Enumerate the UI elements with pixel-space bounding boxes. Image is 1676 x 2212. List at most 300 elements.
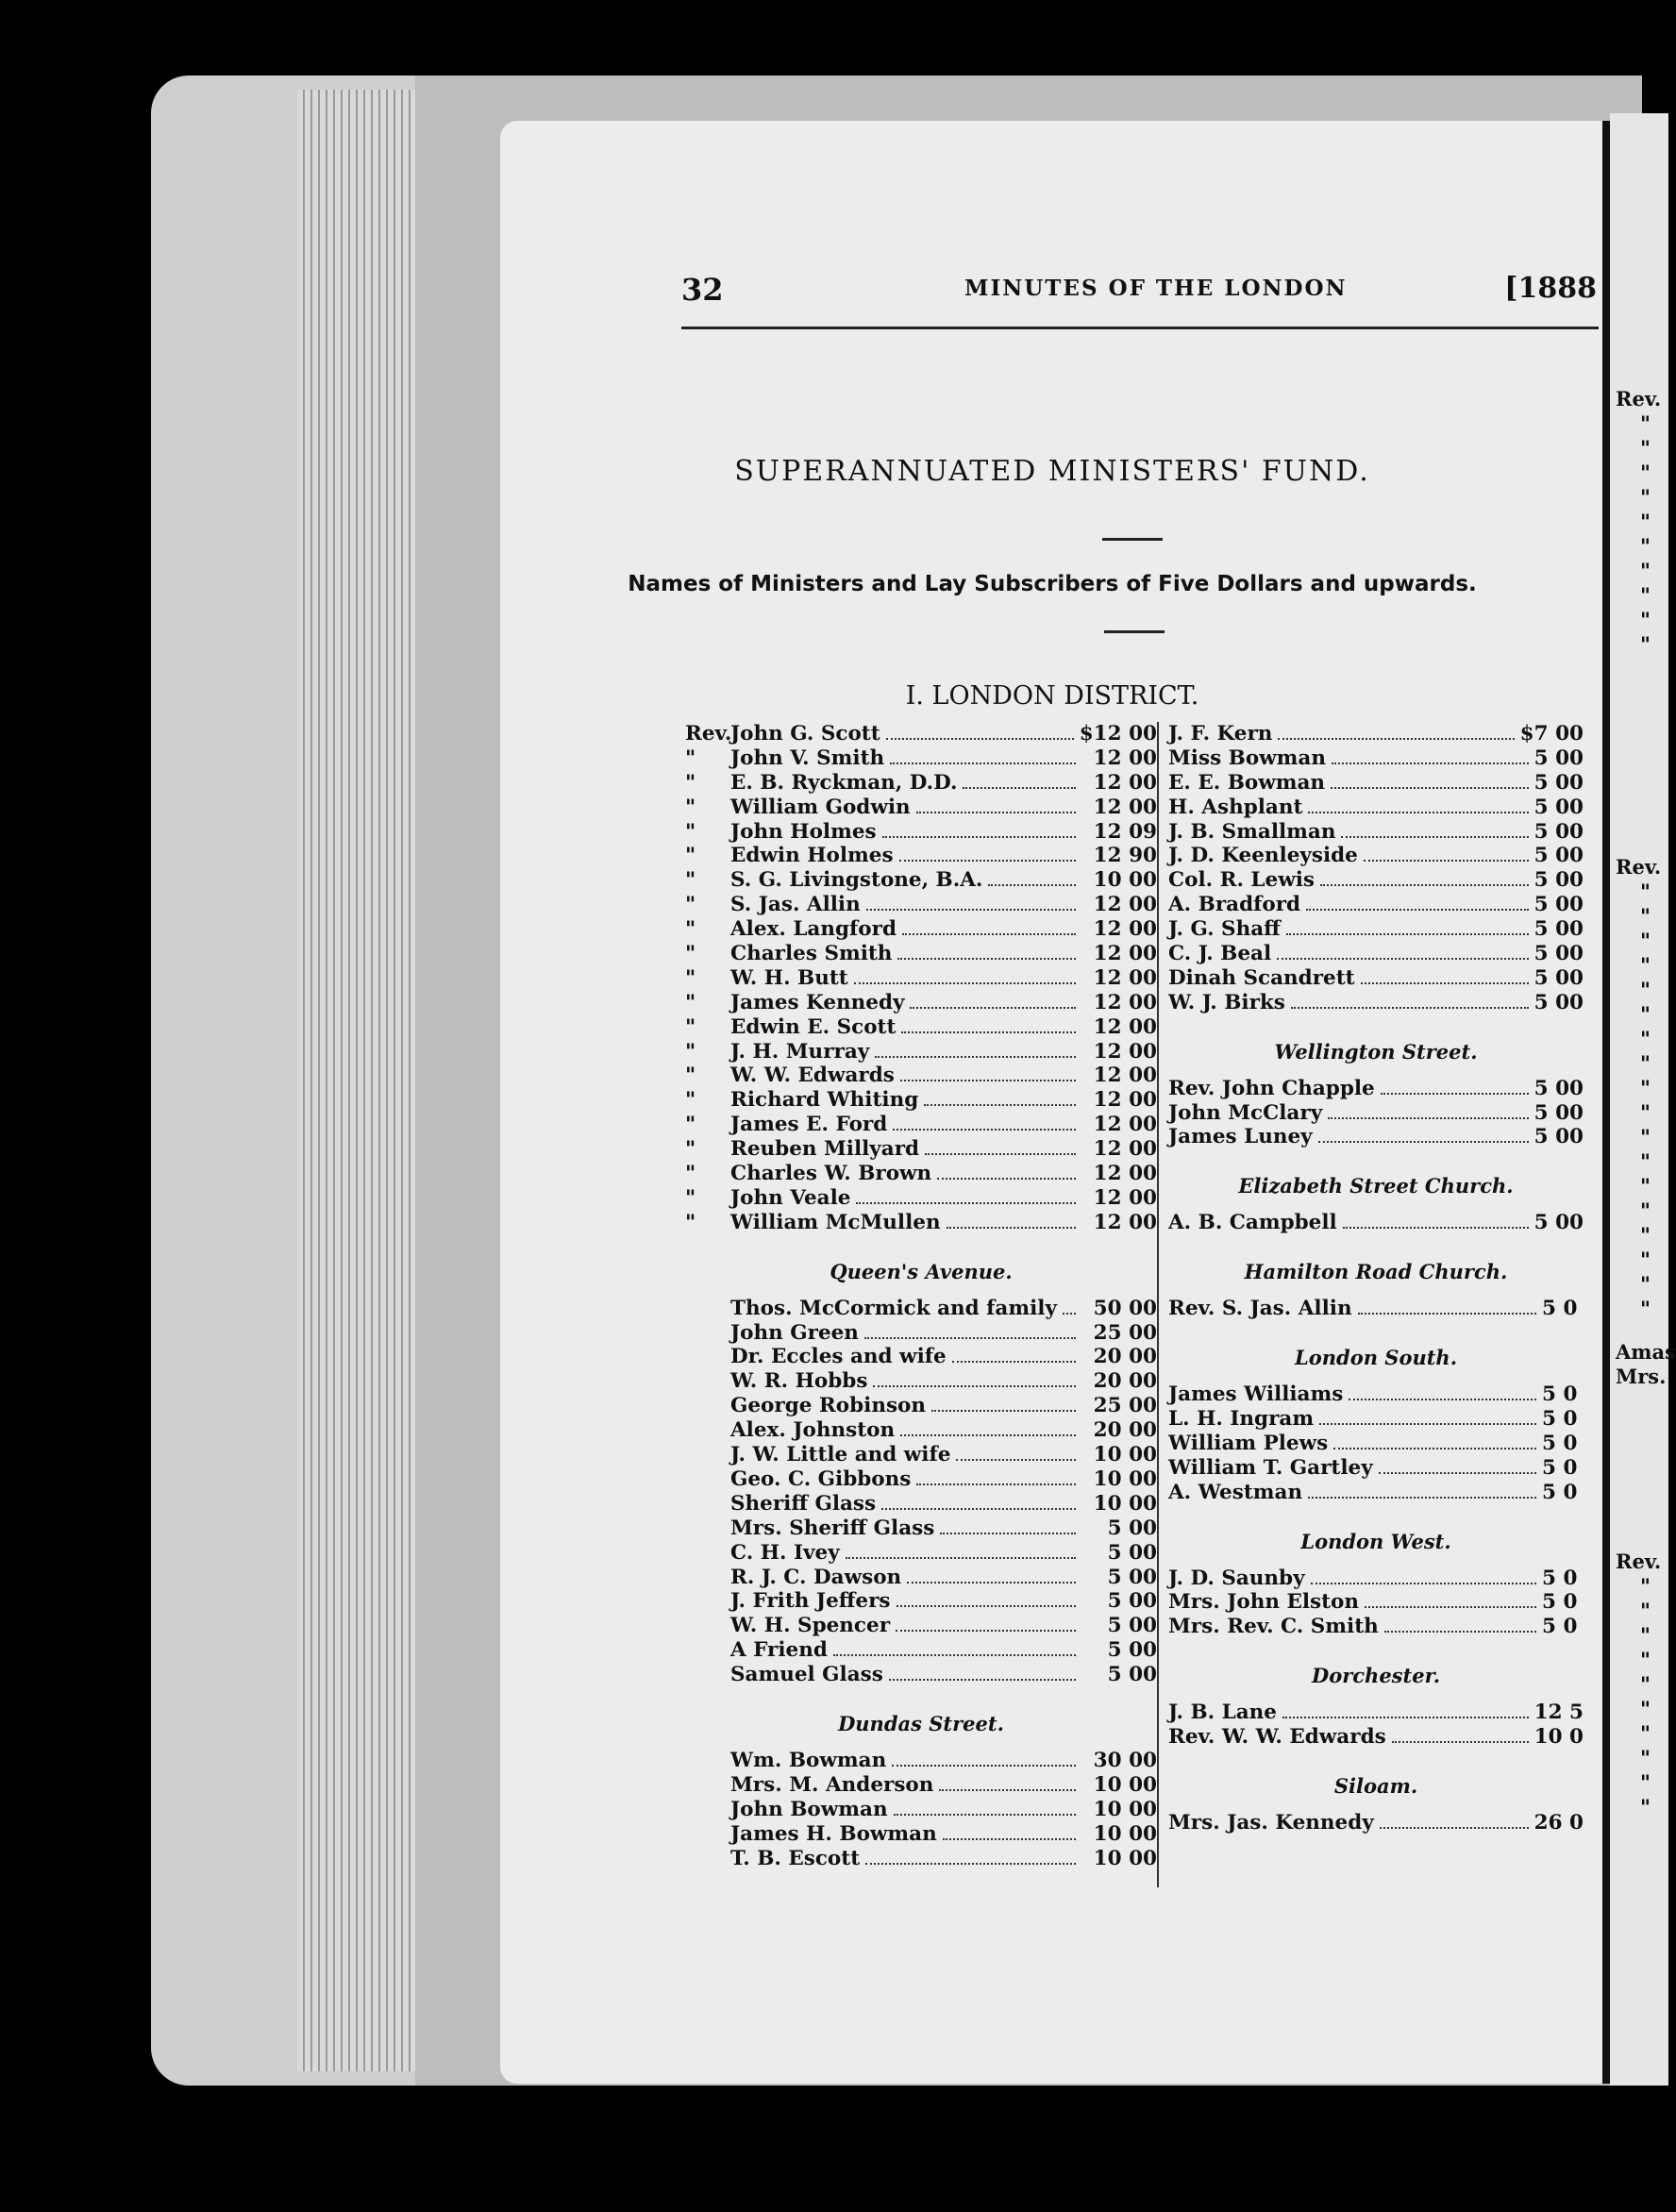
subscriber-name: Samuel Glass — [730, 1663, 883, 1687]
subscriber-name: John G. Scott — [730, 722, 880, 746]
running-title: MINUTES OF THE LONDON — [964, 276, 1348, 301]
dot-leader — [1343, 1227, 1529, 1229]
subscription-amount: 5 0 — [1542, 1566, 1578, 1590]
margin-ditto-mark: " — [1640, 510, 1651, 533]
subscriber-row — [685, 1467, 1157, 1492]
subscription-amount: 5 00 — [1534, 844, 1584, 868]
dot-leader — [947, 1227, 1076, 1229]
dot-leader — [886, 738, 1074, 740]
dot-leader — [896, 1630, 1076, 1632]
margin-ditto-mark: " — [1640, 1272, 1651, 1296]
subscription-amount: 10 00 — [1093, 1466, 1157, 1491]
subscriber-row — [685, 820, 1157, 845]
title-prefix: " — [685, 844, 696, 868]
subscriber-name: Mrs. Rev. C. Smith — [1168, 1615, 1379, 1639]
subscription-amount: 12 00 — [1093, 1113, 1157, 1137]
subscription-amount: 20 00 — [1093, 1345, 1157, 1369]
dot-leader — [963, 787, 1076, 789]
subscription-amount: 12 00 — [1093, 917, 1157, 942]
subscriber-name: Mrs. Sheriff Glass — [730, 1516, 935, 1540]
subscriber-row — [685, 1822, 1157, 1847]
dot-leader — [897, 1605, 1076, 1607]
subscription-amount: 10 00 — [1093, 1821, 1157, 1846]
margin-amas-label: Amas — [1616, 1340, 1676, 1364]
subscriber-row — [1168, 722, 1584, 746]
subscriber-name: Charles Smith — [730, 942, 893, 966]
section-gap — [1168, 1639, 1584, 1664]
subscriber-name: Geo. C. Gibbons — [730, 1466, 912, 1491]
section-gap — [685, 1235, 1157, 1260]
subscriber-name: John Green — [730, 1320, 859, 1345]
subscriber-name: C. H. Ivey — [730, 1540, 840, 1565]
subscription-amount: 12 00 — [1093, 746, 1157, 770]
margin-ditto-mark: " — [1640, 559, 1651, 582]
margin-ditto-mark: " — [1640, 1770, 1651, 1794]
subscriber-name: James Kennedy — [730, 990, 905, 1014]
subscriber-name: William McMullen — [730, 1210, 941, 1234]
subscriber-row — [685, 1040, 1157, 1064]
section-heading: Elizabeth Street Church. — [1238, 1174, 1514, 1198]
heading-gap — [1168, 1799, 1584, 1811]
title-prefix: " — [685, 1039, 696, 1064]
margin-rev-label: Rev. — [1616, 387, 1662, 411]
dot-leader — [866, 909, 1076, 911]
page-title: SUPERANNUATED MINISTERS' FUND. — [734, 455, 1370, 488]
subscriber-name: J. B. Smallman — [1168, 819, 1336, 844]
subscription-amount: 12 00 — [1093, 1039, 1157, 1064]
subscriber-name: Edwin Holmes — [730, 844, 894, 868]
subscription-amount: 10 00 — [1093, 1491, 1157, 1516]
subscriber-name: John McClary — [1168, 1100, 1323, 1125]
dot-leader — [1278, 738, 1514, 740]
title-prefix: " — [685, 990, 696, 1014]
subscriber-name: Alex. Langford — [730, 917, 897, 942]
dot-leader — [937, 1178, 1076, 1180]
title-prefix: " — [685, 1014, 696, 1039]
subscriber-name: George Robinson — [730, 1394, 927, 1418]
subscriber-name: Wm. Bowman — [730, 1748, 887, 1772]
dot-leader — [894, 1814, 1076, 1816]
subscriber-row — [685, 893, 1157, 917]
subscriber-row — [685, 722, 1157, 746]
subscriber-name: Richard Whiting — [730, 1088, 919, 1113]
title-prefix: " — [685, 1113, 696, 1137]
subscription-amount: 5 00 — [1107, 1565, 1157, 1589]
subscriber-row — [1168, 1725, 1584, 1750]
margin-ditto-mark: " — [1640, 608, 1651, 631]
subscriber-name: Miss Bowman — [1168, 746, 1326, 770]
subscription-amount: 12 00 — [1093, 990, 1157, 1014]
margin-ditto-mark: " — [1640, 1297, 1651, 1320]
margin-mrs-label: Mrs. — [1616, 1365, 1667, 1388]
running-head — [681, 272, 1597, 311]
subscriber-name: John V. Smith — [730, 746, 885, 770]
subscriber-row — [685, 1847, 1157, 1871]
subscriber-row — [685, 1589, 1157, 1614]
dot-leader — [890, 762, 1076, 764]
title-prefix: " — [685, 770, 696, 795]
subscriber-name: J. Frith Jeffers — [730, 1589, 891, 1614]
heading-gap — [1168, 1370, 1584, 1382]
subscription-amount: 5 00 — [1534, 746, 1584, 770]
subscription-amount: 5 00 — [1107, 1540, 1157, 1565]
subtitle-rule — [1104, 630, 1165, 633]
subscriber-name: E. B. Ryckman, D.D. — [730, 770, 958, 795]
margin-rev-label: Rev. — [1616, 855, 1662, 879]
subscriber-row — [685, 1186, 1157, 1211]
margin-ditto-mark: " — [1640, 1574, 1651, 1598]
subscriber-row — [1168, 991, 1584, 1015]
section-gap — [685, 1687, 1157, 1712]
margin-ditto-mark: " — [1640, 411, 1651, 435]
dot-leader — [1286, 933, 1529, 935]
subscriber-row — [685, 1773, 1157, 1798]
section-gap — [1168, 1505, 1584, 1530]
subscription-amount: 5 0 — [1542, 1407, 1578, 1432]
dot-leader — [924, 1104, 1076, 1106]
section-heading: Dundas Street. — [838, 1711, 1004, 1735]
title-prefix: " — [685, 965, 696, 990]
dot-leader — [854, 982, 1076, 984]
subscription-amount: 30 00 — [1093, 1748, 1157, 1772]
dot-leader — [889, 1679, 1076, 1681]
heading-gap — [1168, 1554, 1584, 1567]
dot-leader — [900, 1080, 1076, 1081]
heading-gap — [1168, 1688, 1584, 1701]
subscriber-row — [1168, 868, 1584, 893]
dot-leader — [1332, 762, 1529, 764]
subscriber-row — [1168, 1297, 1584, 1321]
subscriber-row — [1168, 820, 1584, 845]
title-prefix: " — [685, 746, 696, 770]
margin-ditto-mark: " — [1640, 1648, 1651, 1671]
subscriber-row — [1168, 1101, 1584, 1126]
dot-leader — [1308, 1497, 1536, 1499]
subscription-amount: 12 00 — [1093, 1088, 1157, 1113]
dot-leader — [1333, 1448, 1536, 1450]
dot-leader — [952, 1361, 1076, 1363]
margin-rev-label: Rev. — [1616, 1550, 1662, 1573]
subscriber-name: E. E. Bowman — [1168, 770, 1326, 795]
dot-leader — [940, 1533, 1076, 1534]
margin-ditto-mark: " — [1640, 1125, 1651, 1148]
subscriber-name: W. R. Hobbs — [730, 1369, 868, 1394]
subscriber-name: A. Bradford — [1168, 893, 1301, 917]
subscription-amount: 5 00 — [1107, 1589, 1157, 1614]
subscription-amount: 20 00 — [1093, 1369, 1157, 1394]
subscriber-name: James Luney — [1168, 1125, 1313, 1149]
subscriber-name: John Veale — [730, 1185, 851, 1210]
dot-leader — [856, 1202, 1076, 1204]
dot-leader — [1318, 1141, 1529, 1143]
section-gap — [1168, 1750, 1584, 1774]
subscriber-name: William Godwin — [730, 795, 911, 819]
subscriber-row — [1168, 1701, 1584, 1725]
section-heading: Dorchester. — [1311, 1664, 1441, 1688]
subscriber-name: C. J. Beal — [1168, 942, 1272, 966]
subscriber-row — [1168, 1481, 1584, 1505]
subscriber-name: Mrs. M. Anderson — [730, 1772, 934, 1797]
dot-leader — [1361, 982, 1529, 984]
margin-ditto-mark: " — [1640, 1076, 1651, 1099]
subscription-amount: 10 00 — [1093, 868, 1157, 893]
dot-leader — [956, 1459, 1076, 1461]
dot-leader — [1380, 1827, 1529, 1829]
subscription-amount: 12 00 — [1093, 1162, 1157, 1186]
subscriber-row — [685, 966, 1157, 991]
subscriber-row — [1168, 771, 1584, 796]
subscriber-name: J. D. Keenleyside — [1168, 844, 1358, 868]
heading-gap — [1168, 1064, 1584, 1077]
title-prefix: " — [685, 893, 696, 917]
subscription-amount: 5 00 — [1534, 990, 1584, 1014]
dot-leader — [873, 1385, 1076, 1387]
dot-leader — [1291, 1007, 1529, 1009]
subscriber-name: John Holmes — [730, 819, 877, 844]
dot-leader — [897, 958, 1076, 960]
dot-leader — [833, 1654, 1076, 1656]
subscriber-row — [685, 1614, 1157, 1638]
title-prefix: " — [685, 1137, 696, 1162]
title-prefix: Rev. — [685, 722, 732, 746]
subscription-amount: 12 00 — [1093, 1210, 1157, 1234]
subscription-amount: 5 00 — [1534, 1100, 1584, 1125]
dot-leader — [1282, 1717, 1529, 1718]
subscription-amount: 5 00 — [1107, 1614, 1157, 1638]
subscriber-name: J. H. Murray — [730, 1039, 870, 1064]
subscriber-name: W. J. Birks — [1168, 990, 1285, 1014]
subscriber-name: Dr. Eccles and wife — [730, 1345, 947, 1369]
margin-ditto-mark: " — [1640, 1746, 1651, 1769]
dot-leader — [1379, 1472, 1536, 1474]
subscription-amount: 5 00 — [1534, 1125, 1584, 1149]
subscription-amount: 10 00 — [1093, 1797, 1157, 1821]
dot-leader — [1381, 1093, 1529, 1095]
subscriber-name: T. B. Escott — [730, 1846, 861, 1870]
subscription-amount: 5 0 — [1542, 1615, 1578, 1639]
subscriber-row — [1168, 966, 1584, 991]
subscriber-row — [685, 1443, 1157, 1467]
subscriber-row — [685, 1369, 1157, 1394]
margin-ditto-mark: " — [1640, 436, 1651, 460]
subscription-amount: 12 00 — [1093, 1185, 1157, 1210]
subscription-amount: 5 0 — [1542, 1480, 1578, 1504]
margin-ditto-mark: " — [1640, 1051, 1651, 1075]
subscriber-name: A Friend — [730, 1638, 828, 1663]
heading-gap — [685, 1284, 1157, 1297]
subscriber-name: W. H. Butt — [730, 965, 848, 990]
margin-ditto-mark: " — [1640, 461, 1651, 484]
subscription-amount: $7 00 — [1519, 722, 1584, 746]
subscription-amount: 12 5 — [1534, 1701, 1584, 1725]
subscriber-row — [685, 942, 1157, 966]
subscriber-name: Rev. W. W. Edwards — [1168, 1725, 1386, 1750]
subscription-amount: 26 0 — [1534, 1811, 1584, 1835]
section-gap — [1168, 1015, 1584, 1040]
subscriber-name: Thos. McCormick and family — [730, 1296, 1057, 1320]
dot-leader — [899, 860, 1076, 862]
column-rule — [1157, 722, 1159, 1887]
section-gap — [1168, 1149, 1584, 1174]
heading-gap — [685, 1736, 1157, 1749]
subscriber-row — [1168, 942, 1584, 966]
subscriber-name: Rev. S. Jas. Allin — [1168, 1297, 1352, 1321]
margin-ditto-mark: " — [1640, 1721, 1651, 1745]
subscription-amount: 5 00 — [1107, 1516, 1157, 1540]
subscription-amount: 12 00 — [1093, 795, 1157, 819]
subscriber-row — [1168, 893, 1584, 917]
subscription-amount: 5 0 — [1542, 1455, 1578, 1480]
subscription-amount: 5 00 — [1534, 819, 1584, 844]
dot-leader — [1365, 1606, 1536, 1608]
dot-leader — [846, 1557, 1076, 1559]
title-prefix: " — [685, 1064, 696, 1088]
title-prefix: " — [685, 819, 696, 844]
title-prefix: " — [685, 1088, 696, 1113]
margin-ditto-mark: " — [1640, 1149, 1651, 1173]
dot-leader — [1319, 1423, 1536, 1425]
margin-ditto-mark: " — [1640, 1248, 1651, 1271]
subscriber-row — [685, 917, 1157, 942]
page-subtitle: Names of Ministers and Lay Subscribers of Five Dollars and upwards. — [628, 572, 1477, 596]
subscriber-row — [685, 1418, 1157, 1443]
subscriber-name: James E. Ford — [730, 1113, 888, 1137]
dot-leader — [881, 1508, 1076, 1510]
left-column — [685, 722, 1157, 1870]
subscriber-name: Col. R. Lewis — [1168, 868, 1316, 893]
section-heading: Hamilton Road Church. — [1244, 1260, 1508, 1284]
subscriber-row — [1168, 1456, 1584, 1481]
subscriber-name: William Plews — [1168, 1431, 1329, 1455]
section-heading: London West. — [1300, 1529, 1451, 1553]
subscription-amount: 5 00 — [1534, 942, 1584, 966]
subscriber-name: R. J. C. Dawson — [730, 1565, 902, 1589]
margin-ditto-mark: " — [1640, 485, 1651, 509]
title-rule — [1102, 538, 1163, 541]
dot-leader — [902, 933, 1076, 935]
subscription-amount: 5 00 — [1107, 1663, 1157, 1687]
margin-ditto-mark: " — [1640, 1100, 1651, 1124]
header-rule — [681, 327, 1599, 329]
subscription-amount: 5 00 — [1534, 917, 1584, 942]
subscriber-row — [1168, 1077, 1584, 1101]
dot-leader — [893, 1129, 1076, 1131]
subscriber-name: A. Westman — [1168, 1480, 1303, 1504]
section-gap — [1168, 1321, 1584, 1346]
margin-ditto-mark: " — [1640, 1795, 1651, 1818]
subscription-amount: 12 00 — [1093, 942, 1157, 966]
title-prefix: " — [685, 942, 696, 966]
subscription-amount: 12 00 — [1093, 1014, 1157, 1039]
subscriber-row — [1168, 844, 1584, 868]
subscriber-row — [1168, 1382, 1584, 1407]
title-prefix: " — [685, 795, 696, 819]
subscriber-row — [685, 1211, 1157, 1235]
title-prefix: " — [685, 1162, 696, 1186]
margin-ditto-mark: " — [1640, 1002, 1651, 1026]
subscription-amount: 12 00 — [1093, 965, 1157, 990]
subscription-amount: 50 00 — [1093, 1296, 1157, 1320]
subscriber-row — [685, 1749, 1157, 1773]
subscriber-name: John Bowman — [730, 1797, 888, 1821]
margin-ditto-mark: " — [1640, 880, 1651, 903]
subscriber-name: Charles W. Brown — [730, 1162, 932, 1186]
subscriber-row — [1168, 1432, 1584, 1456]
dot-leader — [901, 1031, 1076, 1033]
subscriber-row — [685, 1541, 1157, 1566]
section-heading: Queen's Avenue. — [830, 1259, 1013, 1283]
subscriber-row — [1168, 917, 1584, 942]
subscriber-row — [685, 1566, 1157, 1590]
subscription-amount: 5 00 — [1534, 868, 1584, 893]
dot-leader — [925, 1153, 1076, 1155]
subscription-amount: 25 00 — [1093, 1394, 1157, 1418]
subscriber-name: Sheriff Glass — [730, 1491, 877, 1516]
subscription-amount: 5 0 — [1542, 1590, 1578, 1615]
subscriber-row — [685, 868, 1157, 893]
subscription-amount: 5 0 — [1542, 1297, 1578, 1321]
subscriber-name: J. G. Shaff — [1168, 917, 1281, 942]
subscription-amount: 5 0 — [1542, 1431, 1578, 1455]
subscriber-row — [685, 1663, 1157, 1687]
subscriber-row — [685, 1638, 1157, 1663]
margin-ditto-mark: " — [1640, 1198, 1651, 1222]
margin-ditto-mark: " — [1640, 1623, 1651, 1647]
subscriber-row — [685, 1162, 1157, 1186]
subscriber-name: W. W. Edwards — [730, 1064, 895, 1088]
subscriber-name: Rev. John Chapple — [1168, 1076, 1375, 1100]
subscriber-name: A. B. Campbell — [1168, 1211, 1337, 1235]
section-heading: Siloam. — [1333, 1774, 1418, 1799]
subscriber-row — [685, 1015, 1157, 1040]
subscriber-name: J. W. Little and wife — [730, 1443, 951, 1467]
subscription-amount: 10 00 — [1093, 1443, 1157, 1467]
subscriber-row — [685, 991, 1157, 1015]
dot-leader — [882, 836, 1076, 838]
subscriber-row — [1168, 1407, 1584, 1432]
subscriber-row — [685, 1321, 1157, 1346]
subscription-amount: 12 00 — [1093, 893, 1157, 917]
dot-leader — [864, 1337, 1076, 1339]
subscriber-row — [685, 1517, 1157, 1541]
page-number: 32 — [681, 272, 724, 308]
subscriber-name: James H. Bowman — [730, 1821, 937, 1846]
subscriber-name: H. Ashplant — [1168, 795, 1303, 819]
subscriber-name: Dinah Scandrett — [1168, 965, 1355, 990]
subscription-amount: 5 00 — [1534, 770, 1584, 795]
subscription-amount: 10 00 — [1093, 1846, 1157, 1870]
title-prefix: " — [685, 1210, 696, 1234]
dot-leader — [910, 1007, 1076, 1009]
subscriber-name: Alex. Johnston — [730, 1418, 896, 1443]
margin-ditto-mark: " — [1640, 1223, 1651, 1247]
subscription-amount: 12 09 — [1093, 819, 1157, 844]
subscriber-name: William T. Gartley — [1168, 1455, 1373, 1480]
margin-ditto-mark: " — [1640, 1672, 1651, 1696]
dot-leader — [1358, 1313, 1536, 1315]
subscriber-row — [685, 1064, 1157, 1088]
subscriber-name: Edwin E. Scott — [730, 1014, 897, 1039]
dot-leader — [900, 1434, 1076, 1436]
dot-leader — [939, 1789, 1076, 1791]
dot-leader — [865, 1863, 1076, 1865]
subscription-amount: 5 00 — [1534, 795, 1584, 819]
subscriber-name: J. B. Lane — [1168, 1701, 1277, 1725]
subscription-amount: 20 00 — [1093, 1418, 1157, 1443]
section-heading: London South. — [1294, 1346, 1458, 1370]
dot-leader — [907, 1582, 1076, 1584]
subscriber-name: L. H. Ingram — [1168, 1407, 1315, 1432]
